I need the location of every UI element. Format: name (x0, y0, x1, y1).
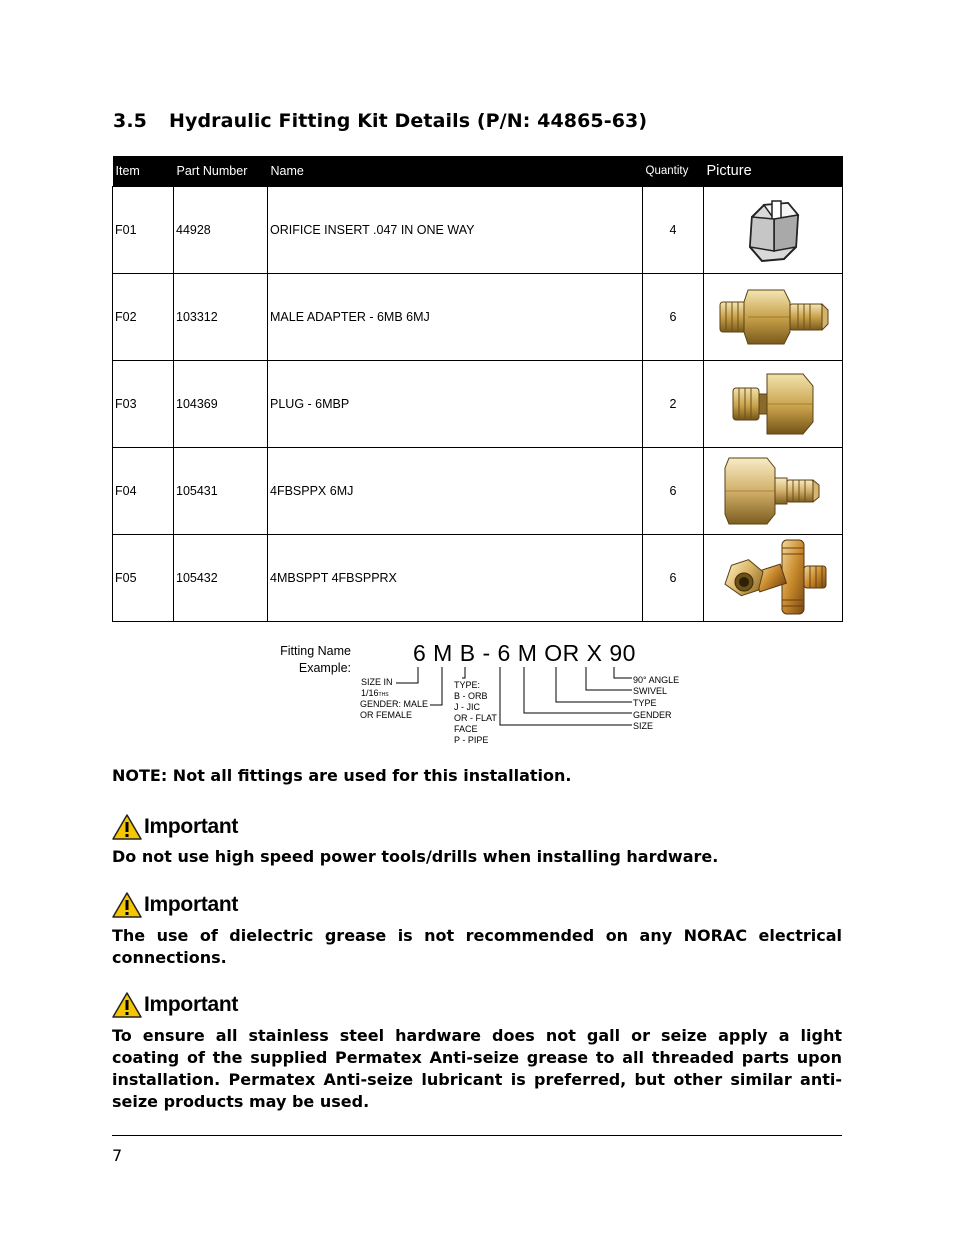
section-title (113, 110, 647, 132)
type-line: J - JIC (454, 702, 480, 712)
type-line: P - PIPE (454, 735, 489, 745)
cell-part-number: 104369 (174, 361, 268, 448)
warning-icon (112, 814, 142, 840)
cell-picture (704, 274, 843, 361)
important-text: The use of dielectric grease is not recommended on any NORAC electrical connections. (112, 926, 842, 967)
right-swivel-label: SWIVEL (633, 686, 668, 696)
size-ths: THS (378, 692, 389, 698)
cell-item: F05 (113, 535, 174, 622)
right-gender-label: GENDER (633, 710, 672, 720)
gender-line2: OR FEMALE (360, 710, 413, 720)
gender-line1: GENDER: MALE (360, 699, 429, 709)
cell-quantity: 6 (643, 274, 704, 361)
table-row (113, 187, 843, 274)
cell-picture (704, 361, 843, 448)
cell-quantity: 2 (643, 361, 704, 448)
cell-item: F01 (113, 187, 174, 274)
orifice-insert-icon (738, 191, 808, 269)
type-line: B - ORB (454, 691, 488, 701)
section-number: 3.5 (113, 110, 147, 132)
warning-icon (112, 992, 142, 1018)
important-text: To ensure all stainless steel hardware does not gall or seize apply a light coating of the supplied Permatex Anti-seize grease to all threaded parts upon installation. Permatex Anti-seize lubricant is preferred, but other similar anti-seize products may be used. (112, 1026, 842, 1111)
table-row (113, 448, 843, 535)
section-title-text: Hydraulic Fitting Kit Details (P/N: 44865-63) (169, 110, 648, 132)
warning-icon (112, 892, 142, 918)
important-label: Important (144, 893, 239, 916)
header-quantity: Quantity (643, 156, 704, 187)
footer-divider (112, 1135, 842, 1136)
header-picture: Picture (704, 156, 843, 187)
example-label (262, 643, 351, 677)
cell-part-number: 105431 (174, 448, 268, 535)
important-label: Important (144, 993, 239, 1016)
male-adapter-icon (714, 282, 832, 352)
plug-icon (723, 368, 823, 440)
header-item: Item (113, 156, 174, 187)
right-size-label: SIZE (633, 721, 654, 731)
type-line: TYPE: (454, 680, 481, 690)
tee-fitting-icon (714, 536, 832, 620)
important-heading (112, 991, 238, 1019)
header-part-number: Part Number (174, 156, 268, 187)
cell-quantity: 6 (643, 535, 704, 622)
cell-item: F03 (113, 361, 174, 448)
cell-picture (704, 535, 843, 622)
header-name: Name (268, 156, 643, 187)
fitting-kit-table (112, 156, 843, 622)
page-number: 7 (112, 1146, 123, 1165)
cell-name: ORIFICE INSERT .047 IN ONE WAY (268, 187, 643, 274)
cell-quantity: 4 (643, 187, 704, 274)
size-frac: 1/16 (361, 688, 379, 698)
example-label-line2: Example: (298, 661, 351, 675)
type-legend (454, 680, 497, 746)
important-label: Important (144, 815, 239, 838)
swivel-adapter-icon (723, 452, 823, 530)
cell-name: 4FBSPPX 6MJ (268, 448, 643, 535)
cell-name: 4MBSPPT 4FBSPPRX (268, 535, 643, 622)
cell-part-number: 44928 (174, 187, 268, 274)
size-in-label: SIZE IN (361, 677, 393, 687)
important-text: Do not use high speed power tools/drills when installing hardware. (112, 847, 719, 866)
table-row (113, 361, 843, 448)
cell-item: F04 (113, 448, 174, 535)
type-line: FACE (454, 724, 478, 734)
table-row (113, 274, 843, 361)
table-row (113, 535, 843, 622)
example-label-line1: Fitting Name (280, 644, 351, 658)
installation-note: NOTE: Not all fittings are used for this installation. (112, 766, 572, 785)
cell-name: PLUG - 6MBP (268, 361, 643, 448)
type-line: OR - FLAT (454, 713, 497, 723)
example-fitting-code: 6 M B - 6 M OR X 90 (413, 640, 636, 666)
important-heading (112, 891, 238, 919)
cell-part-number: 105432 (174, 535, 268, 622)
table-header-row (113, 156, 843, 187)
cell-picture (704, 448, 843, 535)
cell-name: MALE ADAPTER - 6MB 6MJ (268, 274, 643, 361)
right-type-label: TYPE (633, 698, 657, 708)
cell-item: F02 (113, 274, 174, 361)
right-angle-label: 90° ANGLE (633, 675, 680, 685)
cell-part-number: 103312 (174, 274, 268, 361)
gender-label (360, 699, 428, 721)
cell-picture (704, 187, 843, 274)
important-heading (112, 813, 238, 841)
cell-quantity: 6 (643, 448, 704, 535)
